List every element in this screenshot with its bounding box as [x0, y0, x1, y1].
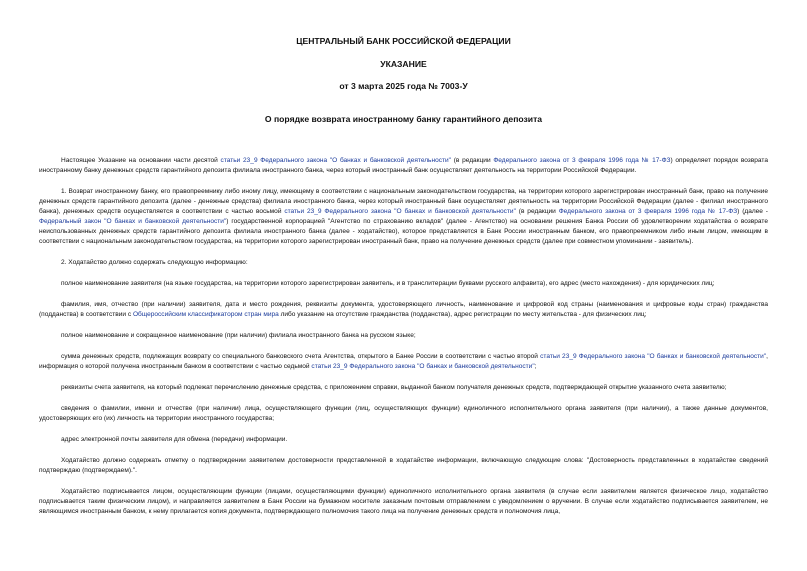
list-item-amount	[39, 352, 768, 372]
banking-law-link[interactable]: Федеральный закон "О банках и банковской деятельности"	[39, 217, 227, 225]
law-article-link[interactable]: статьи 23_9 Федерального закона "О банках и банковской деятельности"	[540, 352, 767, 360]
law-redaction-link[interactable]: Федерального закона от 3 февраля 1996 года № 17-ФЗ	[558, 207, 738, 215]
text-fragment: ) определяет порядок возврата иностранному банку денежных средств гарантийного депозита филиала иностранного банка, через который иностранный банк осуществляет деятельность на территории Российской Федерации.	[39, 157, 768, 174]
list-item-executive-info: сведения о фамилии, имени и отчестве (при наличии) лица, осуществляющего функции (лиц, осуществляющих функции) единоличного исполнительного органа заявителя (при наличии), а также данные документов, удостоверяющих его (их) личность на территории иностранного государства;	[39, 405, 768, 422]
text-fragment: Настоящее Указание на основании части десятой	[61, 157, 221, 164]
clause-1-paragraph	[39, 187, 768, 246]
signing-paragraph: Ходатайство подписывается лицом, осуществляющим функции (лицами, осуществляющими функции) единоличного исполнительного органа заявителя (в случае если заявителем является физическое лицо, ходатайство подписывается таким физическим лицом), и направляется заявителем в Банк России на бумажном носителе заказным почтовым отправлением с уведомлением о вручении. В случае если ходатайство подписывается заявителем, не являющимся иностранным банком, к нему прилагается копия документа, подтверждающего полномочия такого лица на получение денежных средств и полномочия лица,	[39, 488, 768, 515]
list-item-individual	[39, 300, 768, 320]
text-fragment: , информация о которой получена иностранным банком в соответствии с частью седьмой	[39, 352, 768, 370]
document-date-number: от 3 марта 2025 года № 7003-У	[339, 81, 468, 91]
list-item-account-details: реквизиты счета заявителя, на который подлежат перечислению денежные средства, с приложением справки, выданной банком получателя денежных средств, подтверждающей открытие указанного счета заявителю;	[61, 383, 727, 391]
text-fragment: ) (далее -	[737, 207, 768, 215]
text-fragment: либо указание на отсутствие гражданства (подданства), адрес регистрации по месту жительства - для физических лиц;	[278, 310, 647, 318]
list-item-branch-name: полное наименование и сокращенное наименование (при наличии) филиала иностранного банка на русском языке;	[61, 331, 416, 339]
law-article-link[interactable]: статьи 23_9 Федерального закона "О банках и банковской деятельности"	[311, 362, 535, 370]
law-redaction-link[interactable]: Федерального закона от 3 февраля 1996 года № 17-ФЗ	[493, 157, 671, 164]
text-fragment: сумма денежных средств, подлежащих возврату со специального банковского счета Агентства, открытого в Банке России в соответствии с частью второй	[61, 352, 541, 360]
clause-2-paragraph: 2. Ходатайство должно содержать следующую информацию:	[61, 258, 248, 266]
issuer-heading: ЦЕНТРАЛЬНЫЙ БАНК РОССИЙСКОЙ ФЕДЕРАЦИИ	[296, 36, 511, 46]
law-article-link[interactable]: статьи 23_9 Федерального закона "О банках и банковской деятельности"	[220, 157, 451, 164]
text-fragment: (в редакции	[450, 157, 494, 164]
list-item-email: адрес электронной почты заявителя для обмена (передачи) информации.	[61, 436, 288, 443]
document-type-heading: УКАЗАНИЕ	[380, 59, 427, 69]
text-fragment: фамилия, имя, отчество (при наличии) заявителя, дата и место рождения, реквизиты документа, удостоверяющего личность, наименование и цифровой код страны (наименования и цифровые коды стран) гражданства (подданства) в соответствии с	[39, 300, 768, 318]
text-fragment: ) государственной корпорацией "Агентство по страхованию вкладов" (далее - Агентство) на основании решения Банка России об удовлетворении ходатайства о возврате неиспользованных денежных средств гарантийного депозита филиала иностранного банка (далее - ходатайство), которое представляется в Банк России иностранным банком, его правопреемником либо иным лицом, имеющим в соответствии с национальным законодательством государства, на территории которого зарегистрирован иностранный банк, право на получение денежных средств (далее при совместном упоминании - заявитель).	[39, 217, 768, 245]
list-item-legal-entity: полное наименование заявителя (на языке государства, на территории которого зарегистрирован заявитель, и в транслитерации буквами русского алфавита), его адрес (место нахождения) - для юридических лиц;	[61, 279, 715, 287]
text-fragment: (в редакции	[515, 207, 559, 215]
law-article-link[interactable]: статьи 23_9 Федерального закона "О банках и банковской деятельности"	[284, 207, 516, 215]
document-title: О порядке возврата иностранному банку гарантийного депозита	[264, 114, 543, 124]
preamble-paragraph	[39, 156, 768, 176]
text-fragment: ;	[534, 362, 537, 370]
certification-paragraph: Ходатайство должно содержать отметку о подтверждении заявителем достоверности представленной в ходатайстве информации, включающую следующие слова: "Достоверность представленных в ходатайстве сведений подтверждаю (подтверждаем).".	[39, 457, 768, 474]
text-fragment: 1. Возврат иностранному банку, его правопреемнику либо иному лицу, имеющему в соответствии с национальным законодательством государства, на территории которого зарегистрирован иностранный банк, право на получение денежных средств гарантийного депозита (далее - денежные средства) филиала иностранного банка, через который иностранный банк осуществляет деятельность на территории Российской Федерации (далее - филиал иностранного банка), денежных средств осуществляется в соответствии с частью восьмой	[39, 188, 768, 215]
oksm-link[interactable]: Общероссийским классификатором стран мира	[132, 310, 279, 318]
